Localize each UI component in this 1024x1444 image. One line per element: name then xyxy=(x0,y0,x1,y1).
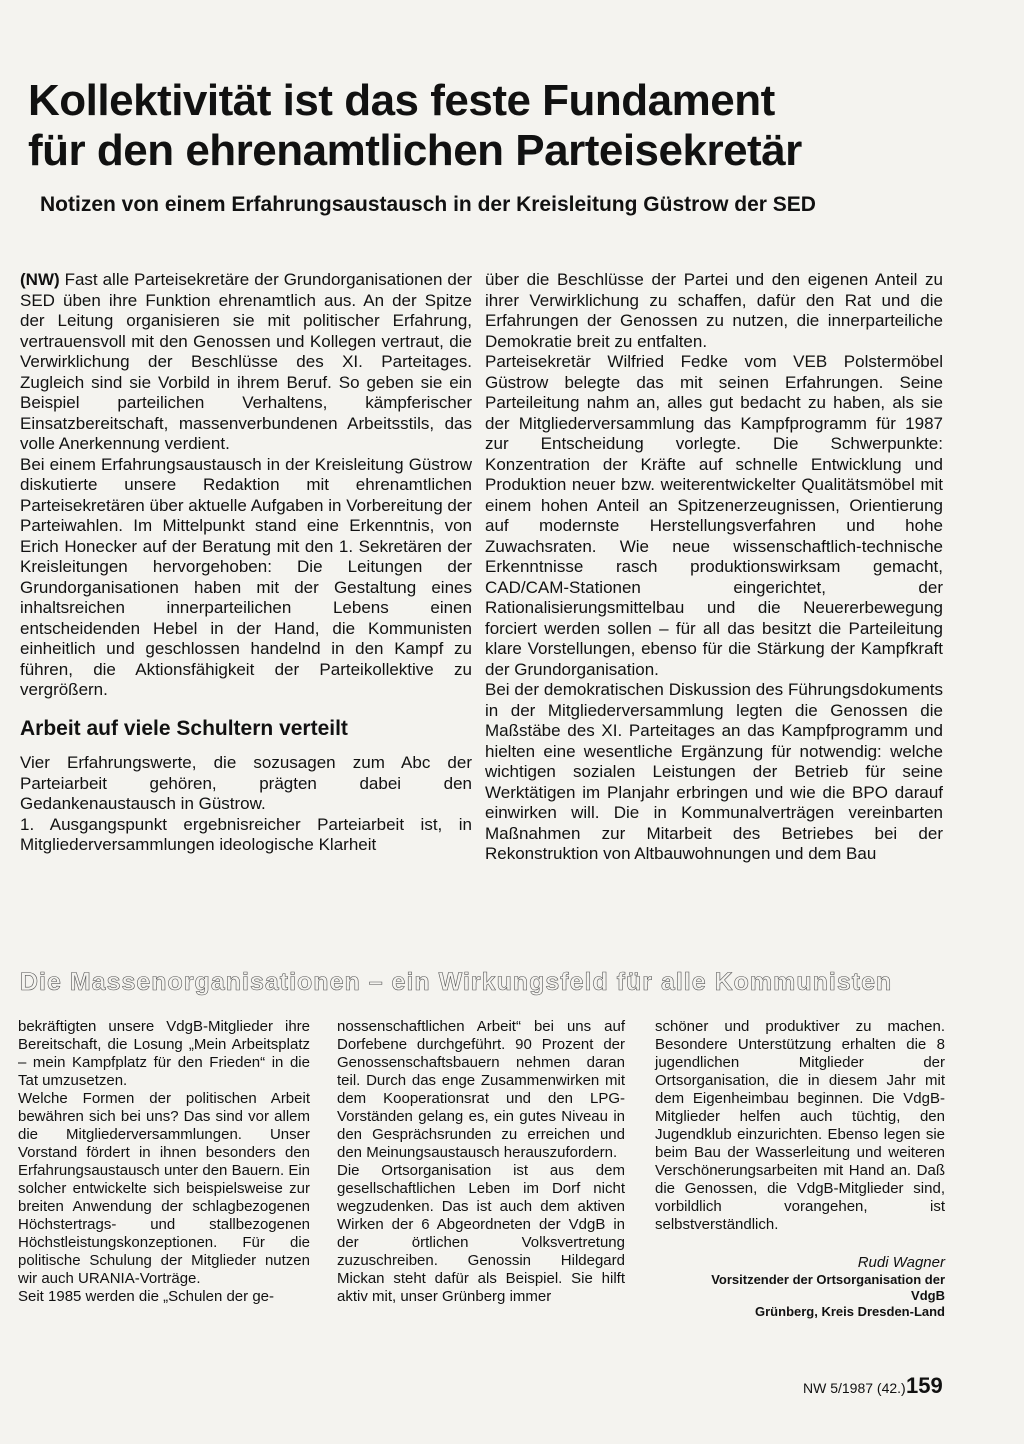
section-subheading: Arbeit auf viele Schultern verteilt xyxy=(20,716,348,740)
article-paragraph: Bei einem Erfahrungsaustausch in der Kreisleitung Güstrow diskutierte unsere Redaktion mit ehrenamtlichen Parteisekretären über aktuelle Aufgaben in Vorbereitung der Parteiwahlen. Im Mittelpunkt stand eine Erkenntnis, von Erich Honecker auf der Beratung mit den 1. Sekretären der Kreisleitungen hervorgehoben: Die Leitungen der Grundorganisationen haben mit der Gestaltung eines inhaltsreichen innerparteilichen Lebens einen entscheidenden Hebel in der Hand, die Kommunisten einheitlich und geschlossen handelnd in den Kampf zu führen, die Aktionsfähigkeit der Parteikollektive zu vergrößern. xyxy=(20,454,472,699)
bottom-column-2 xyxy=(337,1018,625,1306)
issue-reference: NW 5/1987 (42.) xyxy=(803,1380,906,1396)
headline xyxy=(28,76,928,176)
signature-name: Rudi Wagner xyxy=(857,1254,945,1271)
article-column-right xyxy=(485,270,943,865)
bottom-column-1 xyxy=(18,1018,310,1306)
headline-line-1: Kollektivität ist das feste Fundament xyxy=(28,76,775,125)
article-paragraph: Die Ortsorganisation ist aus dem gesellschaftlichen Leben im Dorf nicht wegzudenken. Das ist auch dem aktiven Wirken der 6 Abgeordneten der VdgB in der örtlichen Volksvertretung zuzuschreiben. Genossin Hildegard Mickan steht dafür als Beispiel. Sie hilft aktiv mit, unser Grünberg immer xyxy=(337,1162,625,1305)
signature-role-org: VdgB xyxy=(911,1288,945,1303)
article-paragraph: Vier Erfahrungswerte, die sozusagen zum Abc der Parteiarbeit gehören, prägten dabei den Gedankenaustausch in Güstrow. xyxy=(20,753,472,813)
page-number: 159 xyxy=(906,1373,943,1398)
subtitle: Notizen von einem Erfahrungsaustausch in der Kreisleitung Güstrow der SED xyxy=(40,193,816,216)
article-paragraph: schöner und produktiver zu machen. Besondere Unterstützung erhalten die 8 jugendlichen Mitglieder der Ortsorganisation, die in diesem Jahr mit dem Eigenheimbau beginnen. Die VdgB-Mitglieder helfen auch tüchtig, den Jugendklub einzurichten. Ebenso legen sie beim Bau der Wasserleitung und weiteren Verschönerungsarbeiten mit Hand an. Daß die Genossen, die VdgB-Mitglieder sind, vorbildlich vorangehen, ist selbstverständlich. xyxy=(655,1018,945,1233)
bottom-column-3 xyxy=(655,1018,945,1320)
article-paragraph: Bei der demokratischen Diskussion des Führungsdokuments in der Mitgliederversammlung legten die Genossen die Maßstäbe des XI. Parteitages an das Kampfprogramm und hielten eine wesentliche Ergänzung für notwendig: welche wichtigen sozialen Leistungen der Betrieb für seine Werktätigen im Planjahr erbringen und wie die BPO darauf einwirken will. Die in Kommunalverträgen vereinbarten Maßnahmen zur Mitarbeit des Betriebes bei der Rekonstruktion von Altbauwohnungen und dem Bau xyxy=(485,680,943,863)
article-paragraph: Parteisekretär Wilfried Fedke vom VEB Polstermöbel Güstrow belegte das mit seinen Erfahrungen. Seine Parteileitung nahm an, alles gut bedacht zu haben, als sie der Mitgliederversammlung das Kampfprogramm für 1987 zur Entscheidung vorlegte. Die Schwerpunkte: Konzentration der Kräfte auf schnelle Entwicklung und Produktion neuer bzw. weiterentwickelter Qualitätsmöbel mit einem hohen Anteil an Spitzenerzeugnissen, Orientierung auf modernste Herstellungsverfahren und hohe Zuwachsraten. Wie neue wissenschaftlich-technische Erkenntnisse rasch produktionswirksam gemacht, CAD/CAM-Stationen eingerichtet, der Rationalisierungsmittelbau und die Neuererbewegung forciert werden sollen – für all das besitzt die Parteileitung klare Vorstellungen, ebenso für die Stärkung der Kampfkraft der Grundorganisation. xyxy=(485,352,943,679)
article-paragraph: bekräftigten unsere VdgB-Mitglieder ihre Bereitschaft, die Losung „Mein Arbeitsplatz – mein Kampfplatz für den Frieden“ in die Tat umzusetzen. xyxy=(18,1018,310,1089)
article-paragraph: Welche Formen der politischen Arbeit bewähren sich bei uns? Das sind vor allem die Mitgliederversammlungen. Unser Vorstand fördert in ihnen besonders den Erfahrungsaustausch unter den Bauern. Ein solcher entwickelte sich beispielsweise zur breiten Anwendung der schlagbezogenen Höchstertrags- und stallbezogenen Höchstleistungskonzeptionen. Für die politische Schulung der Mitglieder nutzen wir auch URANIA-Vorträge. xyxy=(18,1090,310,1287)
article-paragraph xyxy=(20,270,472,455)
nw-tag: (NW) xyxy=(20,270,60,289)
article-paragraph-text: Fast alle Parteisekretäre der Grundorganisationen der SED üben ihre Funktion ehrenamtlich aus. An der Spitze der Leitung organisieren sie mit politischer Erfahrung, vertrauensvoll mit den Genossen und Kollegen vertraut, die Verwirklichung der Beschlüsse des XI. Parteitages. Zugleich sind sie Vorbild in ihrem Beruf. So geben sie ein Beispiel parteilichen Verhaltens, kämpferischer Einsatzbereitschaft, massenverbundenen Arbeitsstils, das volle Anerkennung verdient. xyxy=(20,270,472,453)
section-band-heading: Die Massenorganisationen – ein Wirkungsfeld für alle Kommunisten xyxy=(20,968,893,996)
article-column-left xyxy=(20,270,472,856)
article-paragraph: 1. Ausgangspunkt ergebnisreicher Parteiarbeit ist, in Mitgliederversammlungen ideologische Klarheit xyxy=(20,814,472,854)
signature-place: Grünberg, Kreis Dresden-Land xyxy=(755,1304,945,1319)
signature-role: Vorsitzender der Ortsorganisation der xyxy=(711,1272,945,1287)
article-paragraph: nossenschaftlichen Arbeit“ bei uns auf Dorfebene durchgeführt. 90 Prozent der Genossenschaftsbauern nehmen daran teil. Durch das enge Zusammenwirken mit dem Kooperationsrat und den LPG-Vorständen gelang es, ein gutes Niveau in den Gesprächsrunden zu erreichen und den Meinungsaustausch herauszufordern. xyxy=(337,1018,625,1161)
article-paragraph: über die Beschlüsse der Partei und den eigenen Anteil zu ihrer Verwirklichung zu schaffen, dafür den Rat und die Erfahrungen der Genossen zu nutzen, die innerparteiliche Demokratie breit zu entfalten. xyxy=(485,270,943,351)
headline-line-2: für den ehrenamtlichen Parteisekretär xyxy=(28,126,802,175)
article-paragraph: Seit 1985 werden die „Schulen der ge- xyxy=(18,1288,274,1305)
